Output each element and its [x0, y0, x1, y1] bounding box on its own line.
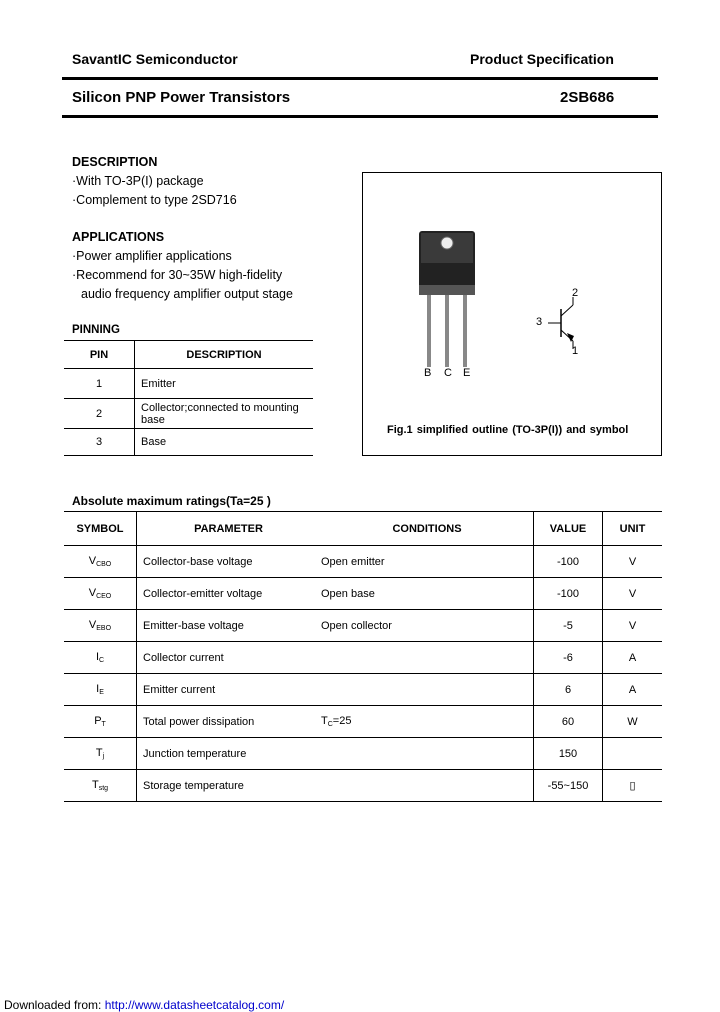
symbol-subscript: stg — [98, 785, 109, 792]
unit-cell: V — [603, 546, 663, 578]
conditions-header: CONDITIONS — [321, 512, 534, 546]
applications-list — [72, 247, 293, 304]
parameter-header: PARAMETER — [137, 512, 322, 546]
value-header: VALUE — [534, 512, 603, 546]
value-cell: 150 — [534, 738, 603, 770]
conditions-cell — [321, 642, 534, 674]
symbol-cell: P — [94, 715, 102, 727]
application-item: ·Recommend for 30~35W high-fidelity — [72, 268, 283, 282]
pin-number: 3 — [64, 429, 135, 456]
table-row — [64, 610, 662, 642]
parameter-cell: Collector current — [137, 642, 322, 674]
symbol-subscript: EBO — [96, 625, 112, 632]
conditions-cell — [321, 770, 534, 802]
table-row — [64, 770, 662, 802]
symbol-subscript: j — [102, 753, 105, 760]
pin-description: Collector;connected to mounting base — [135, 399, 314, 429]
unit-cell: A — [603, 642, 663, 674]
unit-cell: W — [603, 706, 663, 738]
value-cell: -100 — [534, 578, 603, 610]
symbol-subscript: T — [101, 721, 106, 728]
unit-cell: ▯ — [603, 770, 663, 802]
pinning-title: PINNING — [72, 324, 120, 336]
parameter-cell: Junction temperature — [137, 738, 322, 770]
symbol-pin-label: 2 — [572, 287, 579, 299]
symbol-subscript: E — [99, 689, 104, 696]
symbol-pin-label: 3 — [536, 316, 543, 328]
symbol-cell: I — [95, 651, 99, 663]
table-row — [64, 674, 662, 706]
table-row — [64, 642, 662, 674]
applications-title: APPLICATIONS — [72, 230, 165, 244]
ratings-title: Absolute maximum ratings(Ta=25 ) — [72, 494, 271, 508]
parameter-cell: Collector-base voltage — [137, 546, 322, 578]
lead-emitter — [463, 295, 467, 367]
unit-header: UNIT — [603, 512, 663, 546]
conditions-cell: $T_C=25$ — [321, 706, 534, 738]
application-item: ·Power amplifier applications — [72, 249, 232, 263]
footer — [4, 998, 284, 1012]
description-list — [72, 172, 237, 210]
lead-base — [427, 295, 431, 367]
company-name: SavantIC Semiconductor — [72, 51, 238, 67]
description-item: ·Complement to type 2SD716 — [72, 193, 237, 207]
symbol-subscript: C — [99, 657, 105, 664]
pin-number: 2 — [64, 399, 135, 429]
lead-collector — [445, 295, 449, 367]
pin-description: Base — [135, 429, 314, 456]
footer-label: Downloaded from: — [4, 998, 102, 1012]
unit-cell: A — [603, 674, 663, 706]
conditions-cell: Open emitter — [321, 546, 534, 578]
description-title: DESCRIPTION — [72, 155, 158, 169]
conditions-cell: Open base — [321, 578, 534, 610]
unit-cell — [603, 738, 663, 770]
value-cell: 6 — [534, 674, 603, 706]
parameter-cell: Total power dissipation — [137, 706, 322, 738]
unit-cell: V — [603, 610, 663, 642]
figure-caption: Fig.1 simplified outline (TO-3P(I)) and symbol — [387, 424, 629, 436]
conditions-cell: Open collector — [321, 610, 534, 642]
symbol-header: SYMBOL — [64, 512, 137, 546]
conditions-cell — [321, 738, 534, 770]
symbol-cell: V — [88, 555, 97, 567]
table-row — [64, 578, 662, 610]
pin-description: Emitter — [135, 369, 314, 399]
pinning-table — [64, 340, 313, 456]
header-rule-top — [62, 77, 658, 80]
header-rule-bottom — [62, 115, 658, 118]
value-cell: -100 — [534, 546, 603, 578]
pin-header: PIN — [64, 341, 135, 369]
ratings-table — [64, 511, 662, 802]
symbol-cell: T — [91, 779, 99, 791]
pin-description-header: DESCRIPTION — [135, 341, 314, 369]
lead-label: E — [463, 367, 471, 379]
description-item: ·With TO-3P(I) package — [72, 174, 204, 188]
lead-label: C — [444, 367, 452, 379]
package-outline-drawing — [363, 173, 661, 455]
part-number: 2SB686 — [560, 89, 615, 106]
parameter-cell: Storage temperature — [137, 770, 322, 802]
parameter-cell: Collector-emitter voltage — [137, 578, 322, 610]
value-cell: -55~150 — [534, 770, 603, 802]
footer-link[interactable]: http://www.datasheetcatalog.com/ — [104, 998, 285, 1012]
symbol-subscript: CEO — [96, 593, 112, 600]
value-cell: -5 — [534, 610, 603, 642]
value-cell: 60 — [534, 706, 603, 738]
symbol-subscript: CBO — [96, 561, 112, 568]
parameter-cell: Emitter current — [137, 674, 322, 706]
symbol-pin-label: 1 — [572, 345, 579, 357]
product-line: Silicon PNP Power Transistors — [72, 89, 291, 106]
symbol-cell: V — [88, 587, 97, 599]
pin-number: 1 — [64, 369, 135, 399]
lead-label: B — [424, 367, 432, 379]
symbol-cell: T — [95, 747, 103, 759]
symbol-cell: I — [96, 683, 100, 695]
parameter-cell: Emitter-base voltage — [137, 610, 322, 642]
mounting-hole-icon — [441, 237, 453, 249]
doc-type: Product Specification — [470, 51, 614, 67]
conditions-cell — [321, 674, 534, 706]
table-row — [64, 546, 662, 578]
table-row — [64, 706, 662, 738]
application-item-continuation: audio frequency amplifier output stage — [81, 287, 293, 301]
value-cell: -6 — [534, 642, 603, 674]
figure-box — [362, 172, 662, 456]
table-row — [64, 738, 662, 770]
symbol-cell: V — [88, 619, 97, 631]
unit-cell: V — [603, 578, 663, 610]
